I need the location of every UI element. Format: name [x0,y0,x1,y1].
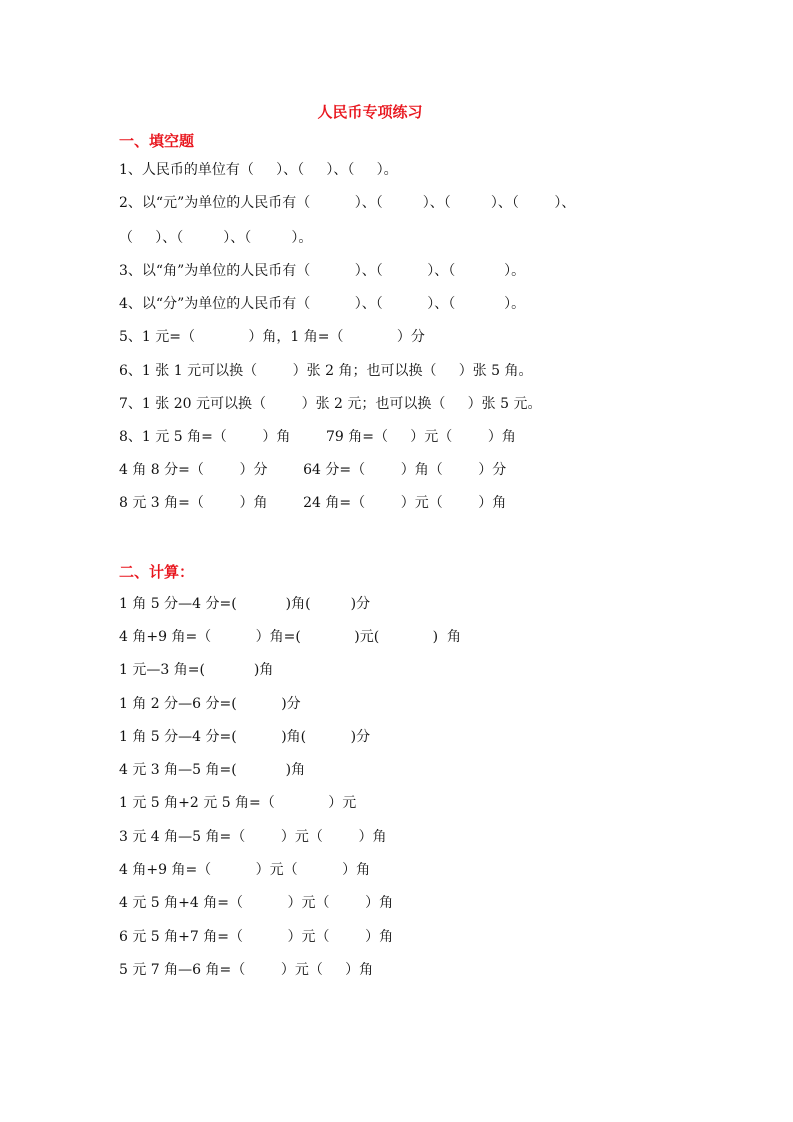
calculation-line: 4 元 3 角—5 角=( )角 [119,762,306,778]
question-line: 8 元 3 角=（ ）角 24 角=（ ）元（ ）角 [119,495,507,511]
question-line: 1、人民币的单位有（ ）、（ ）、（ ）。 [119,162,398,178]
question-line: 2、以“元”为单位的人民币有（ ）、（ ）、（ ）、（ ）、 [119,195,576,211]
page-title: 人民币专项练习 [317,103,423,121]
section-heading-fill-blanks: 一、填空题 [119,132,195,150]
question-line: 5、1 元=（ ）角，1 角=（ ）分 [119,329,425,345]
calculation-line: 1 元 5 角+2 元 5 角=（ ）元 [119,795,357,811]
calculation-line: 6 元 5 角+7 角=（ ）元（ ）角 [119,929,394,945]
question-line: 7、1 张 20 元可以换（ ）张 2 元；也可以换（ ）张 5 元。 [119,396,542,412]
calculation-line: 3 元 4 角—5 角=（ ）元（ ）角 [119,829,387,845]
calculation-line: 4 角+9 角=（ ）元（ ）角 [119,862,371,878]
question-line: （ ）、（ ）、（ ）。 [119,230,313,246]
calculation-line: 1 元—3 角=( )角 [119,662,274,678]
calculation-line: 4 元 5 角+4 角=（ ）元（ ）角 [119,895,394,911]
question-line: 3、以“角”为单位的人民币有（ ）、（ ）、（ ）。 [119,263,526,279]
question-line: 6、1 张 1 元可以换（ ）张 2 角；也可以换（ ）张 5 角。 [119,363,533,379]
calculation-line: 4 角+9 角=（ ）角=( )元( ) 角 [119,629,461,645]
question-line: 4 角 8 分=（ ）分 64 分=（ ）角（ ）分 [119,462,507,478]
question-line: 8、1 元 5 角=（ ）角 79 角=（ ）元（ ）角 [119,429,516,445]
section-heading-calculation: 二、计算： [119,563,195,581]
calculation-line: 1 角 2 分—6 分=( )分 [119,696,301,712]
question-line: 4、以“分”为单位的人民币有（ ）、（ ）、（ ）。 [119,296,526,312]
calculation-line: 5 元 7 角—6 角=（ ）元（ ）角 [119,962,374,978]
calculation-line: 1 角 5 分—4 分=( )角( )分 [119,596,371,612]
calculation-line: 1 角 5 分—4 分=( )角( )分 [119,729,371,745]
